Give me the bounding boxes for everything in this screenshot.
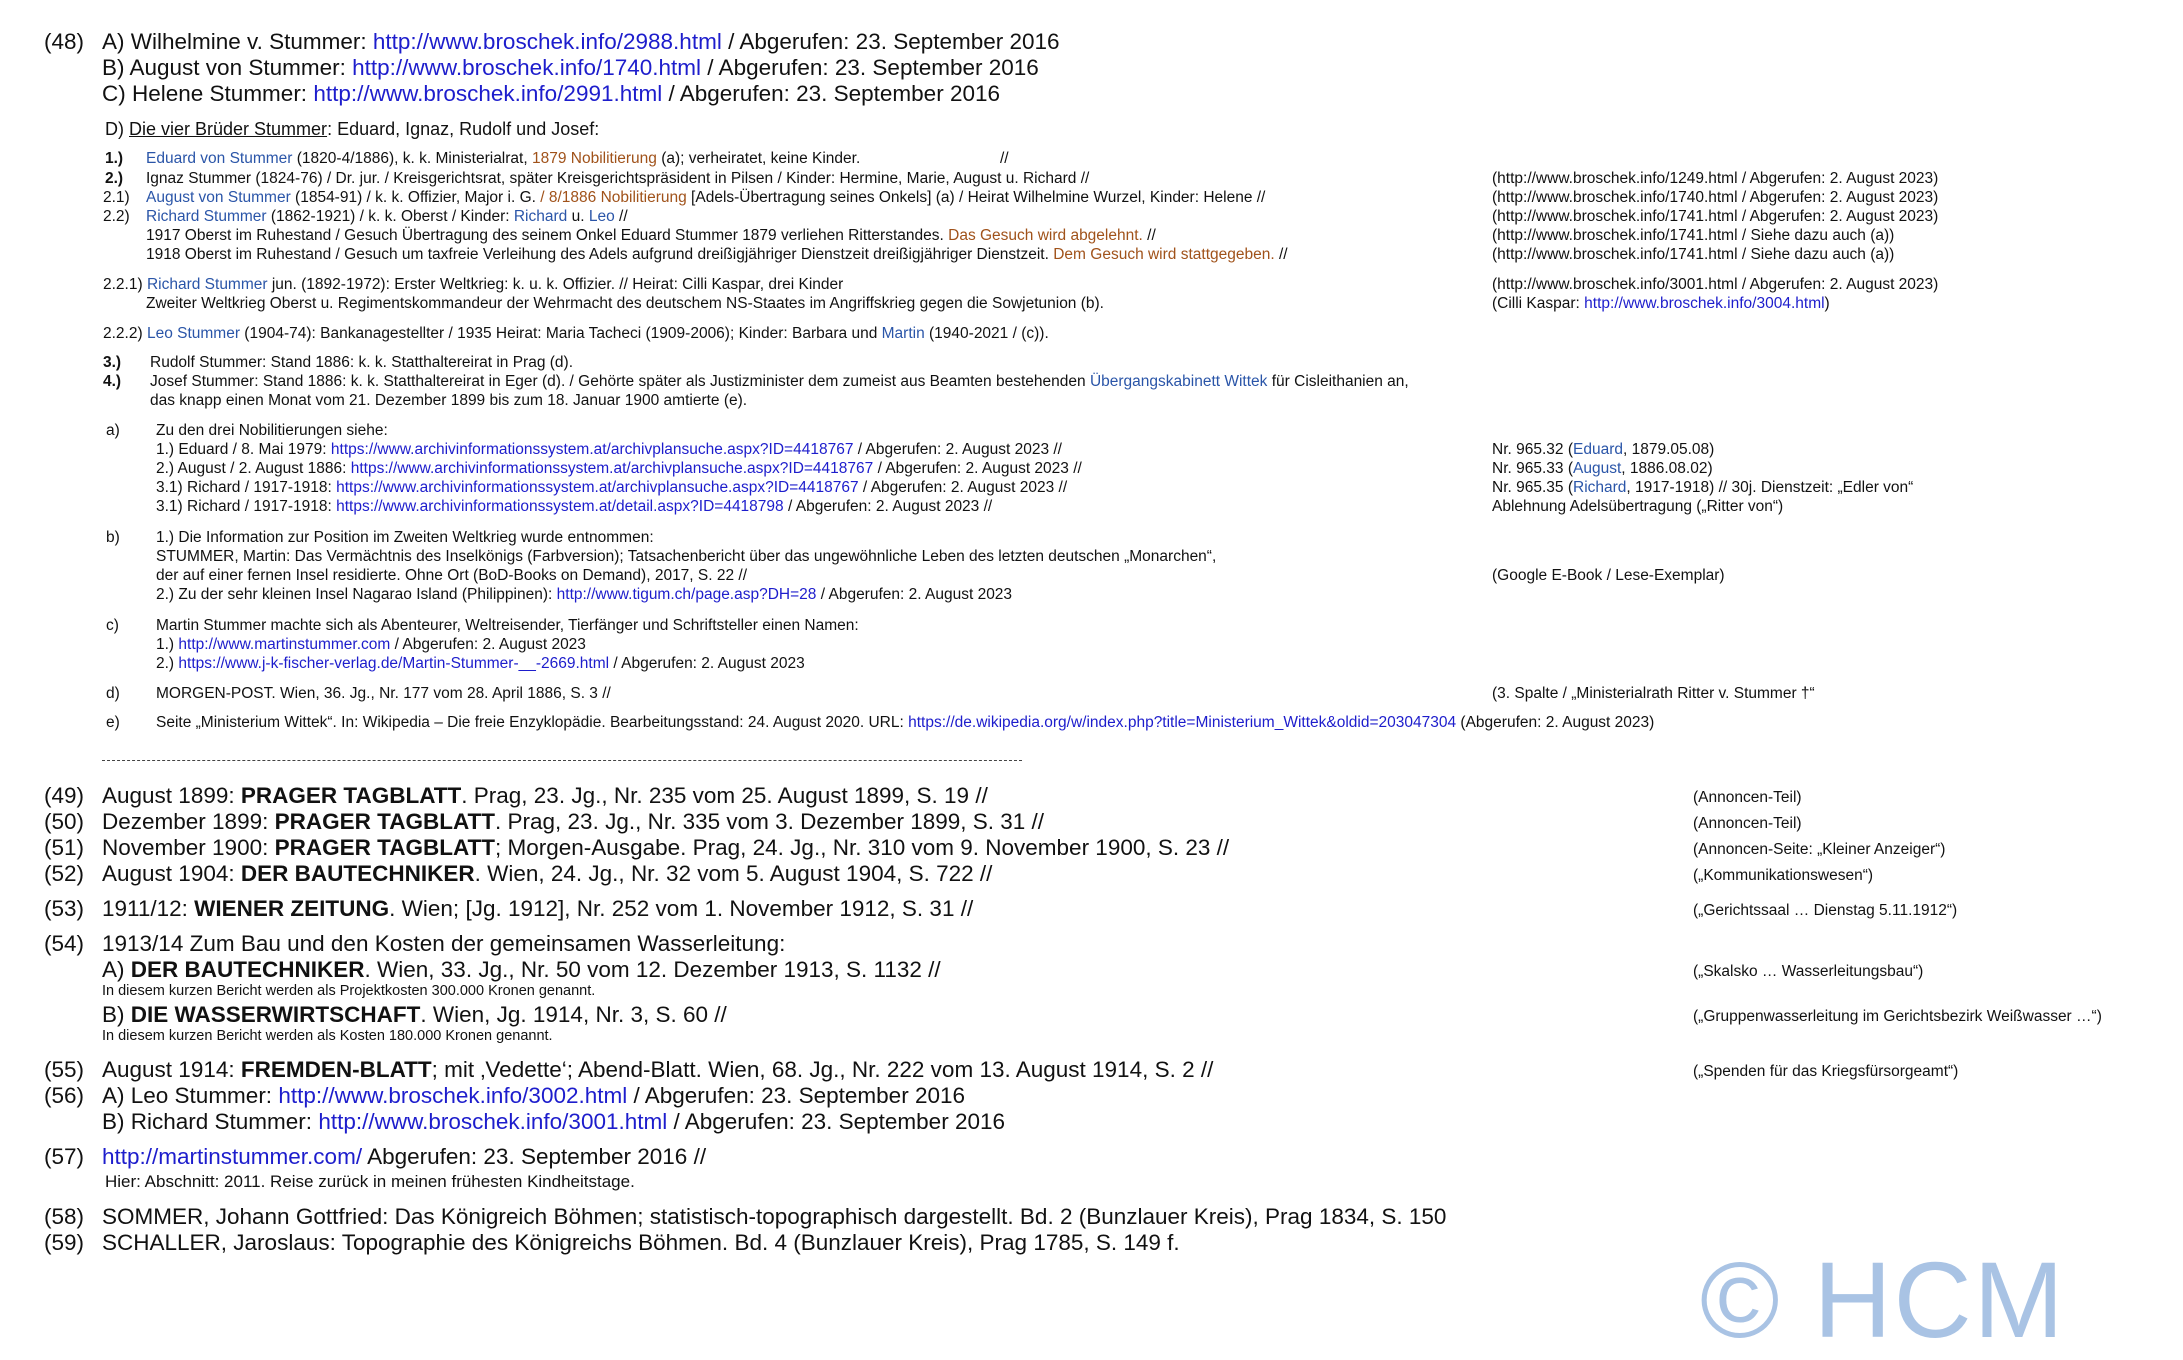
note-c-key: c) [106,617,119,634]
link[interactable]: http://www.broschek.info/3001.html [318,1109,668,1134]
text: Seite „Ministerium Wittek“. In: Wikipedia – Die freie Enzyklopädie. Bearbeitungsstand: 24. August 2020. URL: [156,714,909,731]
text: 1911/12: [102,896,195,921]
footnote-59-number: (59) [44,1230,85,1255]
footnote-51-ref: (Annoncen-Seite: „Kleiner Anzeiger“) [1693,841,1946,858]
section-divider [102,760,1022,761]
text: Nr. 965.32 ( [1492,441,1573,458]
person-name: Leo Stummer [146,325,240,342]
footnote-54-b [102,1002,727,1028]
note-b-line-1: 1.) Die Information zur Position im Zweiten Weltkrieg wurde entnommen: [156,529,654,546]
person-name: Richard [1573,479,1627,496]
text: (Abgerufen: 2. August 2023) [1456,714,1655,731]
brother-2-number [105,169,123,188]
footnote-54-a [102,957,941,983]
note-b-line-4 [156,585,1012,604]
entry-2-2-1917-ref[interactable]: (http://www.broschek.info/1741.html / Siehe dazu auch (a)) [1492,227,1895,244]
person-name: Eduard von Stummer [146,150,293,167]
person-name: August von Stummer [146,189,291,206]
text: . Wien, Jg. 1914, Nr. 3, S. 60 // [420,1002,727,1027]
text: // [614,208,628,225]
footnote-57-note: Hier: Abschnitt: 2011. Reise zurück in meinen frühesten Kindheitstage. [105,1172,635,1191]
footnote-59-text: SCHALLER, Jaroslaus: Topographie des Königreichs Böhmen. Bd. 4 (Bunzlauer Kreis), Prag 1785, S. 149 f. [102,1230,1180,1255]
link[interactable]: https://de.wikipedia.org/w/index.php?title=Ministerium_Wittek&oldid=203047304 [908,714,1457,731]
link[interactable]: http://www.broschek.info/3002.html [278,1083,628,1108]
link[interactable]: https://www.j-k-fischer-verlag.de/Martin-Stummer-__-2669.html [178,655,610,672]
newspaper: WIENER ZEITUNG [194,896,390,921]
brother-4-number [103,372,121,391]
text: 2.) [156,655,179,672]
text: 1.) [156,636,179,653]
note-a-row-1-ref [1492,440,1714,459]
note-a-row-3 [156,478,1067,497]
heading-title: Die vier Brüder Stummer [129,119,328,139]
entry-2-2-1-ww2: Zweiter Weltkrieg Oberst u. Regimentskommandeur der Wehrmacht des deutschem NS-Staates im Angriffskrieg gegen die Sowjetunion (b). [146,295,1104,312]
text: / Abgerufen: 2. August 2023 [609,655,805,672]
note-a-row-4 [156,497,992,516]
newspaper: PRAGER TAGBLATT [240,783,462,808]
footnote-51-number: (51) [44,835,85,860]
entry-2-2-1918 [146,245,1288,264]
label: C) Helene Stummer: [102,81,314,106]
footnote-54-b-ref: („Gruppenwasserleitung im Gerichtsbezirk Weißwasser …“) [1693,1008,2102,1025]
footnote-55-number: (55) [44,1057,85,1082]
person-name: August [1573,460,1622,477]
child-name: Richard [513,208,568,225]
child-name: Martin [881,325,925,342]
entry-2-2-ref[interactable]: (http://www.broschek.info/1741.html / Abgerufen: 2. August 2023) [1492,208,1939,225]
entry-2-1-text [146,188,1265,207]
brother-3-text: Rudolf Stummer: Stand 1886: k. k. Statthaltereirat in Prag (d). [150,354,574,371]
note-a-head: Zu den drei Nobilitierungen siehe: [156,422,388,439]
note-a-row-1 [156,440,1062,459]
newspaper: PRAGER TAGBLATT [274,835,496,860]
text: . Wien, 33. Jg., Nr. 50 vom 12. Dezember 1913, S. 1132 // [364,957,941,982]
entry-2-2-number: 2.2) [103,208,130,225]
person-name: Richard Stummer [146,276,268,293]
text: 2.) August / 2. August 1886: [156,460,351,477]
footnote-49-text [102,783,988,809]
footnote-50-ref: (Annoncen-Teil) [1693,815,1802,832]
text: August 1914: [102,1057,241,1082]
note-a-row-2-ref [1492,459,1713,478]
brother-1 [105,149,123,168]
text: (1862-1921) / k. k. Oberst / Kinder: [266,208,514,225]
person-name: Eduard [1573,441,1623,458]
text: (1854-91) / k. k. Offizier, Major i. G. [290,189,541,206]
cabinet-name: Übergangskabinett Wittek [1089,373,1268,390]
text: Nr. 965.35 ( [1492,479,1573,496]
link[interactable]: http://www.broschek.info/1740.html [352,55,702,80]
brother-4-text-2: das knapp einen Monat vom 21. Dezember 1899 bis zum 18. Januar 1900 amtierte (e). [150,392,748,409]
footnote-55-ref: („Spenden für das Kriegsfürsorgeamt“) [1693,1063,1959,1080]
retrieved: / Abgerufen: 23. September 2016 [721,29,1060,54]
note-b-line-3: der auf einer fernen Insel residierte. Ohne Ort (BoD-Books on Demand), 2017, S. 22 // [156,567,748,584]
footnote-54-b-note: In diesem kurzen Bericht werden als Kosten 180.000 Kronen genannt. [102,1028,553,1044]
entry-2-1-number: 2.1) [103,189,130,206]
brother-1-end: // [1000,150,1009,167]
footnote-54-head: 1913/14 Zum Bau und den Kosten der gemeinsamen Wasserleitung: [102,931,786,956]
text: 3.1) Richard / 1917-1918: [156,479,337,496]
heading-rest: : Eduard, Ignaz, Rudolf und Josef: [327,119,600,139]
brother-2-text: Ignaz Stummer (1824-76) / Dr. jur. / Kreisgerichtsrat, später Kreisgerichtspräsident in Pilsen / Kinder: Hermine, Marie, August u. Richard // [146,170,1090,187]
copyright-watermark: © HCM [1700,1239,2066,1360]
note-d-key: d) [106,685,120,702]
entry-2-2-1917 [146,226,1156,245]
text: A) [102,957,131,982]
text: Josef Stummer: Stand 1886: k. k. Statthaltereirat in Eger (d). / Gehörte später als Justizminister dem zumeist aus Beamten bestehenden [150,373,1090,390]
retrieved: Abgerufen: 23. September 2016 // [362,1144,707,1169]
child-name: Leo [588,208,615,225]
item-number: 2.) [105,170,124,187]
note-d-text: MORGEN-POST. Wien, 36. Jg., Nr. 177 vom 28. April 1886, S. 3 // [156,685,611,702]
footnote-58-number: (58) [44,1204,85,1229]
link[interactable]: http://www.broschek.info/2988.html [372,29,722,54]
text: . Wien, 24. Jg., Nr. 32 vom 5. August 1904, S. 722 // [474,861,993,886]
link[interactable]: https://www.archivinformationssystem.at/archivplansuche.aspx?ID=4418767 [330,441,854,458]
brother-2-ref[interactable]: (http://www.broschek.info/1249.html / Abgerufen: 2. August 2023) [1492,170,1939,187]
note-e-key: e) [106,714,120,731]
text: u. [567,208,589,225]
text: ) [1824,295,1830,312]
nobilitation: 1879 Nobilitierung [531,150,657,167]
text: // [1142,227,1156,244]
footnote-55-text [102,1057,1213,1083]
note-a-row-3-ref [1492,478,1913,497]
footnote-57-text [102,1144,706,1170]
decision: Dem Gesuch wird stattgegeben. [1053,246,1275,263]
text: / Abgerufen: 2. August 2023 // [873,460,1082,477]
note-a-row-4-ref: Ablehnung Adelsübertragung („Ritter von“) [1492,498,1784,515]
newspaper: PRAGER TAGBLATT [274,809,496,834]
link[interactable]: https://www.archivinformationssystem.at/archivplansuche.aspx?ID=4418767 [336,479,859,496]
footnote-56-a [102,1083,965,1109]
retrieved: / Abgerufen: 23. September 2016 [667,1109,1005,1134]
footnote-54-a-note: In diesem kurzen Bericht werden als Projektkosten 300.000 Kronen genannt. [102,983,596,999]
footnote-52-ref: („Kommunikationswesen“) [1693,867,1874,884]
note-d-ref: (3. Spalte / „Ministerialrath Ritter v. Stummer †“ [1492,685,1815,702]
brother-1-text [146,149,860,168]
text: ; Morgen-Ausgabe. Prag, 24. Jg., Nr. 310 vom 9. November 1900, S. 23 // [495,835,1230,860]
footnote-49-number: (49) [44,783,85,808]
text: 2.) Zu der sehr kleinen Insel Nagarao Island (Philippinen): [156,586,557,603]
link[interactable]: https://www.archivinformationssystem.at/detail.aspx?ID=4418798 [336,498,784,515]
newspaper: DER BAUTECHNIKER [130,957,365,982]
text: / Abgerufen: 2. August 2023 // [783,498,993,515]
footnote-51-text [102,835,1229,861]
link[interactable]: http://www.martinstummer.com [178,636,391,653]
footnote-48-number: (48) [44,29,85,54]
note-a-row-2 [156,459,1082,478]
person-name: Richard Stummer [146,208,267,225]
text: jun. (1892-1972): Erster Weltkrieg: k. u. k. Offizier. // Heirat: Cilli Kaspar, drei Kinder [267,276,844,293]
text: / Abgerufen: 2. August 2023 // [853,441,1062,458]
retrieved: / Abgerufen: 23. September 2016 [662,81,1000,106]
footnote-53-text [102,896,973,922]
text: . Prag, 23. Jg., Nr. 235 vom 25. August 1899, S. 19 // [461,783,988,808]
footnote-48-d-heading [105,118,599,140]
footnote-48-a [102,29,1060,55]
item-number: 1.) [105,150,124,167]
entry-2-2-text [146,207,628,226]
text: August 1904: [102,861,241,886]
label: B) August von Stummer: [102,55,353,80]
decision: Das Gesuch wird abgelehnt. [948,227,1143,244]
text: B) [102,1002,131,1027]
brother-4-text [150,372,1409,391]
link[interactable]: http://martinstummer.com/ [102,1144,363,1169]
text: / Abgerufen: 2. August 2023 [390,636,586,653]
footnote-58-text: SOMMER, Johann Gottfried: Das Königreich Böhmen; statistisch-topographisch dargestellt. Bd. 2 (Bunzlauer Kreis), Prag 1834, S. 150 [102,1204,1447,1229]
text: (Cilli Kaspar: [1492,295,1585,312]
link[interactable]: http://www.broschek.info/3004.html [1584,295,1825,312]
text: 3.1) Richard / 1917-1918: [156,498,337,515]
text: / Abgerufen: 2. August 2023 [816,586,1013,603]
footnote-56-number: (56) [44,1083,85,1108]
text: ; mit ‚Vedette‘; Abend-Blatt. Wien, 68. Jg., Nr. 222 vom 13. August 1914, S. 2 // [431,1057,1214,1082]
text: August 1899: [102,783,241,808]
footnote-48-b [102,55,1039,81]
text: , 1917-1918) // 30j. Dienstzeit: „Edler von“ [1626,479,1914,496]
note-a-key: a) [106,422,120,439]
text: Nr. 965.33 ( [1492,460,1573,477]
footnote-52-number: (52) [44,861,85,886]
text: , 1886.08.02) [1621,460,1713,477]
text: . Prag, 23. Jg., Nr. 335 vom 3. Dezember 1899, S. 31 // [495,809,1045,834]
footnote-53-ref: („Gerichtssaal … Dienstag 5.11.1912“) [1693,902,1958,919]
entry-2-2-2-text [103,324,1049,343]
link[interactable]: https://www.archivinformationssystem.at/archivplansuche.aspx?ID=4418767 [350,460,874,477]
note-b-ref: (Google E-Book / Lese-Exemplar) [1492,567,1725,584]
note-b-line-2: STUMMER, Martin: Das Vermächtnis des Inselkönigs (Farbversion); Tatsachenbericht über das ungewöhnliche Leben des letzten deutschen „Monarchen“, [156,548,1217,565]
footnote-57-number: (57) [44,1144,85,1169]
text: (1820-4/1886), k. k. Ministerialrat, [292,150,532,167]
footnote-53-number: (53) [44,896,85,921]
item-number: 4.) [103,373,122,390]
note-c-line-2 [156,635,586,654]
footnote-52-text [102,861,992,887]
text: (1904-74): Bankanagestellter / 1935 Heirat: Maria Tacheci (1909-2006); Kinder: Barbara und [240,325,882,342]
footnote-56-b [102,1109,1005,1135]
label: A) Leo Stummer: [102,1083,279,1108]
text: . Wien; [Jg. 1912], Nr. 252 vom 1. November 1912, S. 31 // [389,896,974,921]
item-number: 2.2.2) [103,325,143,342]
brother-3-number [103,353,121,372]
text: , 1879.05.08) [1622,441,1715,458]
entry-2-2-1-text [103,275,843,294]
retrieved: / Abgerufen: 23. September 2016 [701,55,1039,80]
entry-2-2-1-ref[interactable]: (http://www.broschek.info/3001.html / Abgerufen: 2. August 2023) [1492,276,1939,293]
entry-2-2-1-cilli [1492,294,1830,313]
entry-2-1-ref[interactable]: (http://www.broschek.info/1740.html / Abgerufen: 2. August 2023) [1492,189,1939,206]
newspaper: DER BAUTECHNIKER [240,861,475,886]
text: November 1900: [102,835,275,860]
text: 1918 Oberst im Ruhestand / Gesuch um taxfreie Verleihung des Adels aufgrund dreißigjähriger Dienstzeit dreißigjähriger Dienstzeit. [146,246,1054,263]
footnote-54-number: (54) [44,931,85,956]
text: für Cisleithanien an, [1267,373,1409,390]
note-c-line-3 [156,654,805,673]
note-e-text [156,713,1654,732]
text: 1917 Oberst im Ruhestand / Gesuch Übertragung des seinem Onkel Eduard Stummer 1879 verliehen Ritterstandes. [146,227,949,244]
text: Dezember 1899: [102,809,275,834]
text: / Abgerufen: 2. August 2023 // [858,479,1068,496]
prefix: D) [105,119,129,139]
newspaper: DIE WASSERWIRTSCHAFT [130,1002,421,1027]
footnote-50-number: (50) [44,809,85,834]
note-c-line-1: Martin Stummer machte sich als Abenteurer, Weltreisender, Tierfänger und Schriftsteller einen Namen: [156,617,859,634]
label: B) Richard Stummer: [102,1109,319,1134]
text: (a); verheiratet, keine Kinder. [656,150,861,167]
footnote-48-c [102,81,1000,107]
item-number: 3.) [103,354,122,371]
text: (1940-2021 / (c)). [924,325,1049,342]
note-b-key: b) [106,529,120,546]
link[interactable]: http://www.tigum.ch/page.asp?DH=28 [556,586,817,603]
text: 1.) Eduard / 8. Mai 1979: [156,441,331,458]
footnote-50-text [102,809,1044,835]
retrieved: / Abgerufen: 23. September 2016 [627,1083,965,1108]
item-number: 2.2.1) [103,276,143,293]
label: A) Wilhelmine v. Stummer: [102,29,373,54]
entry-2-2-1918-ref[interactable]: (http://www.broschek.info/1741.html / Siehe dazu auch (a)) [1492,246,1895,263]
text: // [1274,246,1288,263]
nobilitation: / 8/1886 Nobilitierung [540,189,687,206]
footnote-49-ref: (Annoncen-Teil) [1693,789,1802,806]
footnote-54-a-ref: („Skalsko … Wasserleitungsbau“) [1693,963,1924,980]
link[interactable]: http://www.broschek.info/2991.html [313,81,663,106]
newspaper: FREMDEN-BLATT [240,1057,432,1082]
text: [Adels-Übertragung seines Onkels] (a) / Heirat Wilhelmine Wurzel, Kinder: Helene // [686,189,1266,206]
